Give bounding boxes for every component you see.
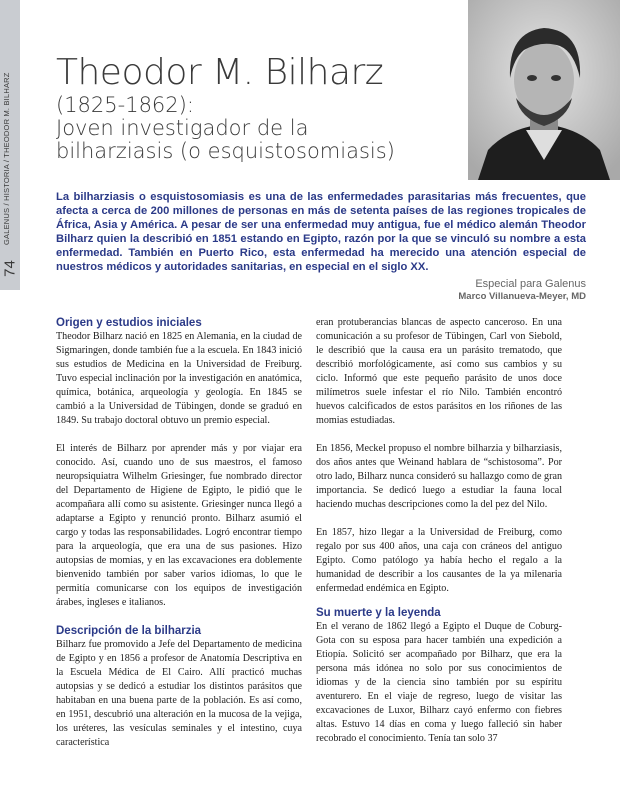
section-path: GALENUS / HISTORIA / THEODOR M. BILHARZ [2,72,11,245]
heading-muerte: Su muerte y la leyenda [316,607,441,619]
article-column-right [316,316,562,760]
heading-descripcion: Descripción de la bilharzia [56,625,202,637]
paragraph: Bilharz fue promovido a Jefe del Departamento de medicina de Egipto y en 1856 a profesor de Anatomía Descriptiva en la Escuela Médica de El Cairo. Allí practicó muchas autopsias y se dedicó a estudiar los distintos parásitos que habitaban en una buena parte de la población. Es así como, en 1951, descubrió una alteración en la mucosa de la vejiga, los uréteres, las vesículas seminales y el intestino, cuya característica [56,639,302,748]
title-years: (1825-1862): [56,93,194,117]
paragraph: En el verano de 1862 llegó a Egipto el Duque de Coburg-Gota con su esposa para hacer también una expedición a Etiopía. Solicitó ser acompañado por Bilharz, que era la persona más idónea no solo por sus conocimientos de idiomas y de la ciencia sino también por su espíritu aventurero. En el viaje de regreso, luego de visitar las excavaciones de Luxor, Bilharz cayó enfermo con fiebres altas. Estuvo 14 días en coma y luego falleció sin haber recobrado el conocimiento. Tenía tan solo 37 [316,621,562,744]
portrait-image [468,0,620,180]
paragraph: Theodor Bilharz nació en 1825 en Alemania, en la ciudad de Sigmaringen, donde también fue a la escuela. En 1843 inició sus estudios de Medicina en la Universidad de Freiburg. Tuvo especial inclinación por la investigación en anatómica, química, botánica, arqueología y geología. En 1845 se cambió a la Universidad de Tübingen, donde se graduó en 1849. Su trabajo doctoral obtuvo un premio especial. [56,331,302,426]
byline [458,278,586,303]
paragraph: En 1857, hizo llegar a la Universidad de Freiburg, como regalo por sus 400 años, una caja con cráneos del antiguo Egipto. Como patólogo ya había hecho el regalo a la humanidad de describir a los causantes de la ya milenaria enfermedad endémica en Egipto. [316,527,562,594]
paragraph: El interés de Bilharz por aprender más y por viajar era conocido. Así, cuando uno de sus maestros, el famoso neuropsiquiatra Wilhelm Griesinger, fue nombrado director del Departamento de Higiene de Egipto, le pidió que le acompañara allí como su asistente. Griesinger nunca llegó a adaptarse a Egipto y renunció pronto. Bilharz asumió el cargo y todas las responsabilidades. Logró encontrar tiempo para la arqueología, que era una de sus pasiones. Hizo autopsias de momias, y en las excavaciones era doblemente bienvenido también por saber varios idiomas, lo que le permitía comunicarse con los equipos de investigación árabes, ingleses e italianos. [56,443,302,608]
subtitle-line-1: Joven investigador de la [56,116,309,140]
lead-paragraph: La bilharziasis o esquistosomiasis es una de las enfermedades parasitarias más frecuentes, que afecta a cerca de 200 millones de personas en más de setenta países de las regiones tropicales de África, Asia y América. A pesar de ser una enfermedad muy antigua, fue el médico alemán Theodor Bilharz quien la describió en 1851 estando en Egipto, razón por la que se vinculó su nombre a esta enfermedad. También en Puerto Rico, esta enfermedad ha merecido una atención especial de nuestros médicos y autoridades sanitarias, en especial en el siglo XX. [56,191,586,273]
page-title: Theodor M. Bilharz [56,52,384,93]
article-column-left [56,316,302,764]
byline-author: Marco Villanueva-Meyer, MD [458,291,586,302]
heading-origen: Origen y estudios iniciales [56,317,202,329]
paragraph: eran protuberancias blancas de aspecto canceroso. En una comunicación a su profesor de Tübingen, Carl von Siebold, le describió que la causa era un parásito trematodo, que describió morfológicamente, así como sus cambios y su ciclo. Informó que este pequeño parásito de unos doce milímetros suele infestar el río Nilo. También encontró huevos calcificados de estos parásitos en los riñones de las momias estudiadas. [316,317,562,426]
paragraph: En 1856, Meckel propuso el nombre bilharzia y bilharziasis, dos años antes que Weinand hablara de “schistosoma”. Por otro lado, Bilharz nunca consideró su hallazgo como de gran importancia. Se dedicó luego a estudiar la fauna local haciendo muchas descripciones como la del pez del Nilo. [316,443,562,510]
subtitle-line-2: bilharziasis (o esquistosomiasis) [56,139,395,163]
title-block [56,52,456,163]
byline-source: Especial para Galenus [475,278,586,290]
page-number: 74 [1,260,19,277]
